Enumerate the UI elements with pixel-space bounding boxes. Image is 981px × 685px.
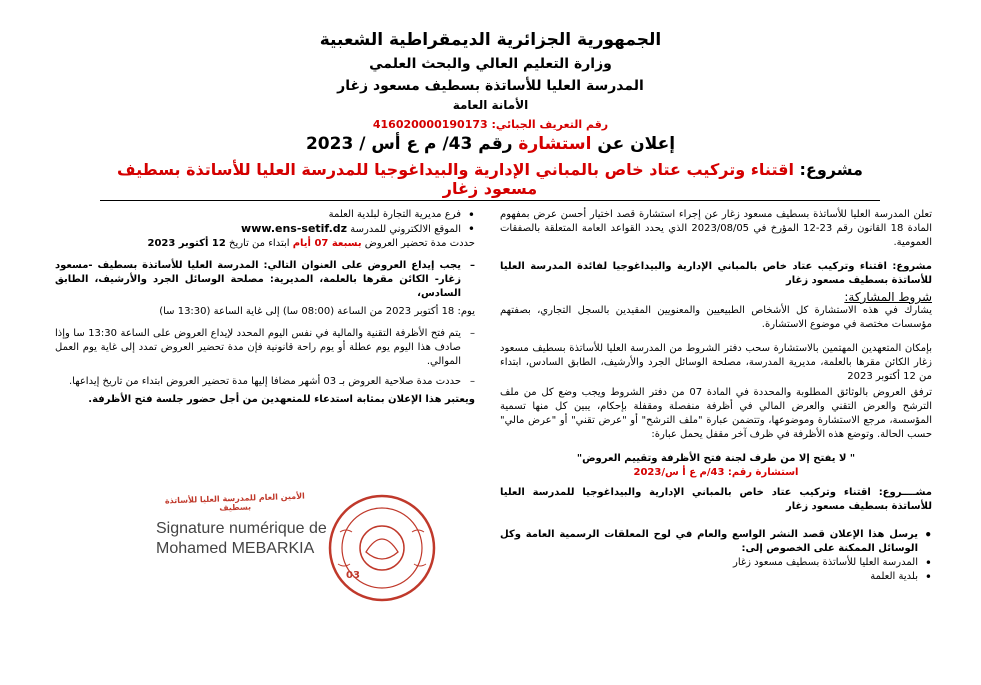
- tax-id-label: رقم التعريف الجبائي:: [491, 118, 609, 131]
- project-title-2: اقتناء وتركيب عتاد خاص بالمباني الإدارية والبيداغوجيا للمدرسة العليا للأساتذة بسطيف مسعود زغار: [500, 487, 932, 512]
- validity-text: – حددت مدة صلاحية العروض بـ 03 أشهر مضافا إليها مدة تحضير العروض ابتداء من تاريخ إيداعها.: [55, 375, 475, 389]
- deposit-day: يوم: 18 أكتوبر 2023 من الساعة (08:00 سا) إلى غاية الساعة (13:30 سا): [159, 306, 475, 317]
- school-title: المدرسة العليا للأساتذة بسطيف مسعود زغار: [337, 78, 644, 94]
- publish-item-1: • المدرسة العليا للأساتذة بسطيف مسعود زغار: [500, 556, 932, 570]
- deposit-text: – يجب إيداع العروض على العنوان التالي: المدرسة العليا للأساتذة بسطيف -مسعود زغار- الكائن مقرها بالعلمة، المديرية: مصلحة الوسائل الجرد والأرشيف، الطابق السادس،: [55, 259, 475, 301]
- signature-line-1: Signature numérique de: [156, 520, 327, 537]
- website-label: الموقع الالكتروني للمدرسة: [350, 224, 461, 235]
- project-label-2: مشــــروع:: [878, 487, 932, 498]
- participation-text: يشارك في هذه الاستشارة كل الأشخاص الطبيعيين والمعنويين المقيدين بالسجل التجاري، بصفتهم مؤسسات مختصة في موضوع الاستشارة.: [500, 305, 932, 330]
- announcement-title: [0, 134, 981, 154]
- project-line-2: [500, 486, 932, 514]
- participation-title: شروط المشاركة:: [844, 290, 932, 304]
- publish-item-2: • بلدية العلمة: [500, 570, 932, 584]
- withdrawal-text: بإمكان المتعهدين المهتمين بالاستشارة سحب دفتر الشروط من المدرسة العليا للأساتذة بسطيف مسعود زغار الكائن مقرها بالعلمة، مديرية المدرسة، مصلحة الوسائل الجرد والأرشيف، الطابق السادس، ابتداء من 12 أكتوبر 2023: [500, 343, 932, 382]
- tax-id: [0, 118, 981, 131]
- announcement-ref: رقم 43/ م ع أس / 2023: [305, 134, 513, 154]
- signature-area: [150, 492, 480, 662]
- prep-period: [55, 237, 475, 251]
- republic-title: الجمهورية الجزائرية الديمقراطية الشعبية: [319, 30, 662, 50]
- tax-id-value: 416020000190173: [372, 118, 488, 131]
- secretariat-title: الأمانة العامة: [452, 98, 529, 112]
- opening-text: – يتم فتح الأظرفة التقنية والمالية في نفس اليوم المحدد لإيداع العروض على الساعة 13:30 سا وإذا صادف هذا اليوم يوم عطلة أو يوم راحة قانونية فإن مدة تحضير العروض تمدد إلى غاية يوم العمل الموالي.: [55, 327, 475, 369]
- project-block: مشروع: اقتناء وتركيب عتاد خاص بالمباني الإدارية والبيداغوجيا لفائدة المدرسة العليا للأساتذة بسطيف مسعود زغار: [500, 261, 932, 286]
- left-column: [55, 208, 475, 407]
- list-item-website: [55, 222, 475, 237]
- offers-text: ترفق العروض بالوثائق المطلوبة والمحددة في المادة 07 من دفتر الشروط ويجب وضع كل من ملف الترشح والعرض التقني والعرض المالي في أظرفة منفصلة ومقفلة بإحكام، يبين كل منها تسمية المؤسسة، مرجع الاستشارة وموضوعها، وتتضمن عبارة "ملف الترشح" أو "عرض تقني" أو "عرض مالي" حسب الحالة. وتوضع هذه الأظرفة في ظرف آخر مقفل يحمل عبارة:: [500, 387, 933, 440]
- stamp-title: الأمين العام للمدرسة العليا للأساتذة بسطيف: [164, 491, 305, 513]
- intro-paragraph: تعلن المدرسة العليا للأساتذة بسطيف مسعود زغار عن إجراء استشارة قصد اختيار أحسن عرض بمفهوم المادة 18 القانون رقم 23-12 المؤرخ في 2023/08/05 الذي يحدد القواعد العامة المتعلقة بالصفقات العمومية.: [500, 209, 932, 248]
- publish-text: • يرسل هذا الإعلان قصد النشر الواسع والعام في لوح المعلقات الرسمية العامة وكل الوسائل الممكنة على الخصوص إلى:: [500, 528, 932, 556]
- announcement-kind: استشارة: [518, 134, 592, 154]
- project-label: مشروع:: [799, 160, 863, 179]
- list-item-commerce: • فرع مديرية التجارة لبلدية العلمة: [55, 208, 475, 222]
- right-column: [500, 208, 932, 584]
- project-heading: [100, 160, 880, 201]
- announcement-prefix: إعلان عن: [597, 134, 676, 154]
- project-title: اقتناء وتركيب عتاد خاص بالمباني الإدارية والبيداغوجيا للمدرسة العليا للأساتذة بسطيف مسعود زغار: [117, 160, 794, 198]
- prep-days: بسبعة 07 أيام: [292, 238, 362, 249]
- quote-ref: استشارة رقم: 43/م ع أ س/2023: [633, 467, 799, 478]
- official-seal-icon: [320, 492, 442, 604]
- prep-text-2: ابتداء من تاريخ: [228, 238, 290, 249]
- ministry-title: وزارة التعليم العالي والبحث العلمي: [369, 56, 612, 72]
- seal-number: 03: [346, 570, 360, 581]
- quote-text: " لا يفتح إلا من طرف لجنة فتح الأظرفة وتقييم العروض": [576, 453, 856, 464]
- website-url: www.ens-setif.dz: [241, 222, 348, 235]
- prep-date: 12 أكتوبر 2023: [147, 238, 226, 249]
- prep-text-1: حددت مدة تحضير العروض: [364, 238, 475, 249]
- signature-line-2: Mohamed MEBARKIA: [156, 540, 315, 557]
- invitation-text: ويعتبر هذا الإعلان بمثابة استدعاء للمتعهدين من أجل حضور جلسة فتح الأظرفة.: [88, 394, 475, 405]
